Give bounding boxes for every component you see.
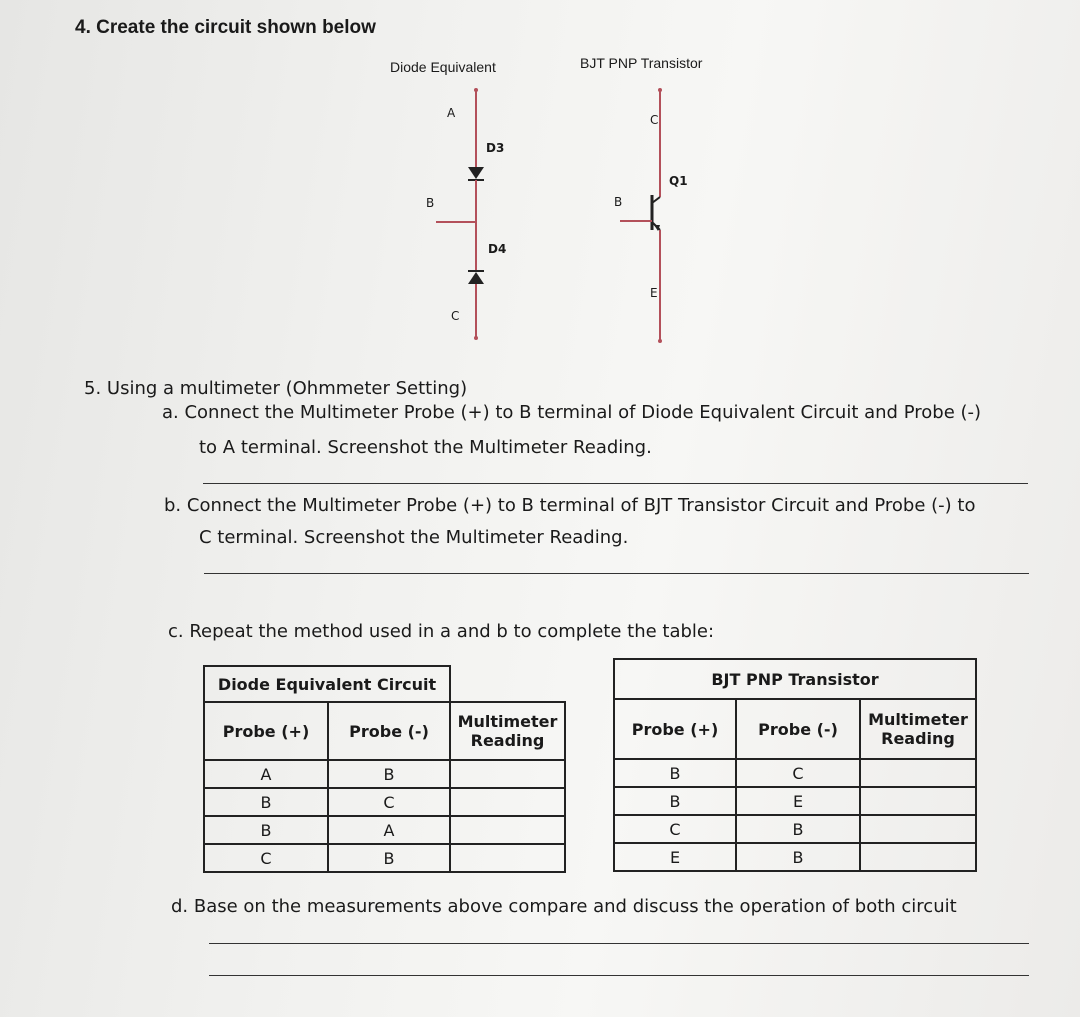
- question-5b-line1: b. Connect the Multimeter Probe (+) to B terminal of BJT Transistor Circuit and Probe (-) to: [164, 495, 976, 516]
- question-5-heading: 5. Using a multimeter (Ohmmeter Setting): [84, 378, 468, 399]
- bjt-reading-cell[interactable]: [860, 787, 976, 815]
- question-5a-line2: to A terminal. Screenshot the Multimeter Reading.: [199, 437, 652, 458]
- bjt-header-probe-plus: Probe (+): [614, 699, 736, 759]
- diode-cell: B: [328, 844, 450, 872]
- bjt-reading-cell[interactable]: [860, 815, 976, 843]
- diode-terminal-a: A: [447, 106, 456, 120]
- diode-table-title: Diode Equivalent Circuit: [204, 666, 450, 702]
- diode-cell: B: [204, 788, 328, 816]
- bjt-cell: B: [614, 759, 736, 787]
- diode-reading-cell[interactable]: [450, 788, 565, 816]
- diode-reading-cell[interactable]: [450, 844, 565, 872]
- diode-d4-label: D4: [488, 242, 507, 256]
- diode-cell: B: [204, 816, 328, 844]
- diode-header-reading: Multimeter Reading: [450, 702, 565, 760]
- bjt-header-probe-minus: Probe (-): [736, 699, 860, 759]
- question-5a-line1: a. Connect the Multimeter Probe (+) to B terminal of Diode Equivalent Circuit and Probe (-): [162, 402, 982, 423]
- question-5b-line2: C terminal. Screenshot the Multimeter Reading.: [199, 527, 629, 548]
- table-row: [614, 759, 976, 787]
- bjt-terminal-c: C: [650, 113, 659, 127]
- diode-cell: C: [328, 788, 450, 816]
- diode-terminal-c: C: [451, 309, 460, 323]
- answer-line-d1: [209, 943, 1029, 944]
- diode-table-corner: [450, 666, 565, 702]
- diode-reading-cell[interactable]: [450, 816, 565, 844]
- question-5d-text: d. Base on the measurements above compare and discuss the operation of both circuit: [171, 896, 957, 917]
- bjt-cell: B: [736, 843, 860, 871]
- diode-d3-symbol: [468, 167, 484, 179]
- table-row: [204, 844, 565, 872]
- bjt-cell: B: [614, 787, 736, 815]
- answer-line-b: [204, 573, 1029, 574]
- diode-d4-symbol: [468, 272, 484, 284]
- diode-header-probe-minus: Probe (-): [328, 702, 450, 760]
- bjt-header-reading: Multimeter Reading: [860, 699, 976, 759]
- table-row: [614, 787, 976, 815]
- table-row: [204, 760, 565, 788]
- answer-line-d2: [209, 975, 1029, 976]
- bjt-table: [613, 658, 977, 872]
- bjt-cell: C: [614, 815, 736, 843]
- diode-header-probe-plus: Probe (+): [204, 702, 328, 760]
- question-5c-text: c. Repeat the method used in a and b to complete the table:: [168, 621, 715, 642]
- diode-schematic: [420, 85, 510, 345]
- answer-line-a: [203, 483, 1028, 484]
- table-row: [614, 815, 976, 843]
- table-row: [204, 788, 565, 816]
- bjt-terminal-e: E: [650, 286, 658, 300]
- diode-table: [203, 665, 566, 873]
- bjt-schematic: [600, 85, 690, 345]
- bjt-cell: E: [736, 787, 860, 815]
- table-row: [614, 843, 976, 871]
- bjt-cell: B: [736, 815, 860, 843]
- diode-d3-label: D3: [486, 141, 505, 155]
- diode-cell: A: [204, 760, 328, 788]
- bjt-q1-label: Q1: [669, 174, 688, 188]
- question-4-heading: 4. Create the circuit shown below: [75, 17, 376, 38]
- diode-circuit-title: Diode Equivalent: [390, 59, 496, 75]
- diode-cell: C: [204, 844, 328, 872]
- bjt-circuit-title: BJT PNP Transistor: [580, 55, 703, 71]
- bjt-cell: E: [614, 843, 736, 871]
- bjt-reading-cell[interactable]: [860, 843, 976, 871]
- diode-reading-cell[interactable]: [450, 760, 565, 788]
- diode-cell: A: [328, 816, 450, 844]
- table-row: [204, 816, 565, 844]
- diode-cell: B: [328, 760, 450, 788]
- bjt-reading-cell[interactable]: [860, 759, 976, 787]
- bjt-cell: C: [736, 759, 860, 787]
- diode-terminal-b: B: [426, 196, 435, 210]
- bjt-terminal-b: B: [614, 195, 623, 209]
- bjt-table-title: BJT PNP Transistor: [614, 659, 976, 699]
